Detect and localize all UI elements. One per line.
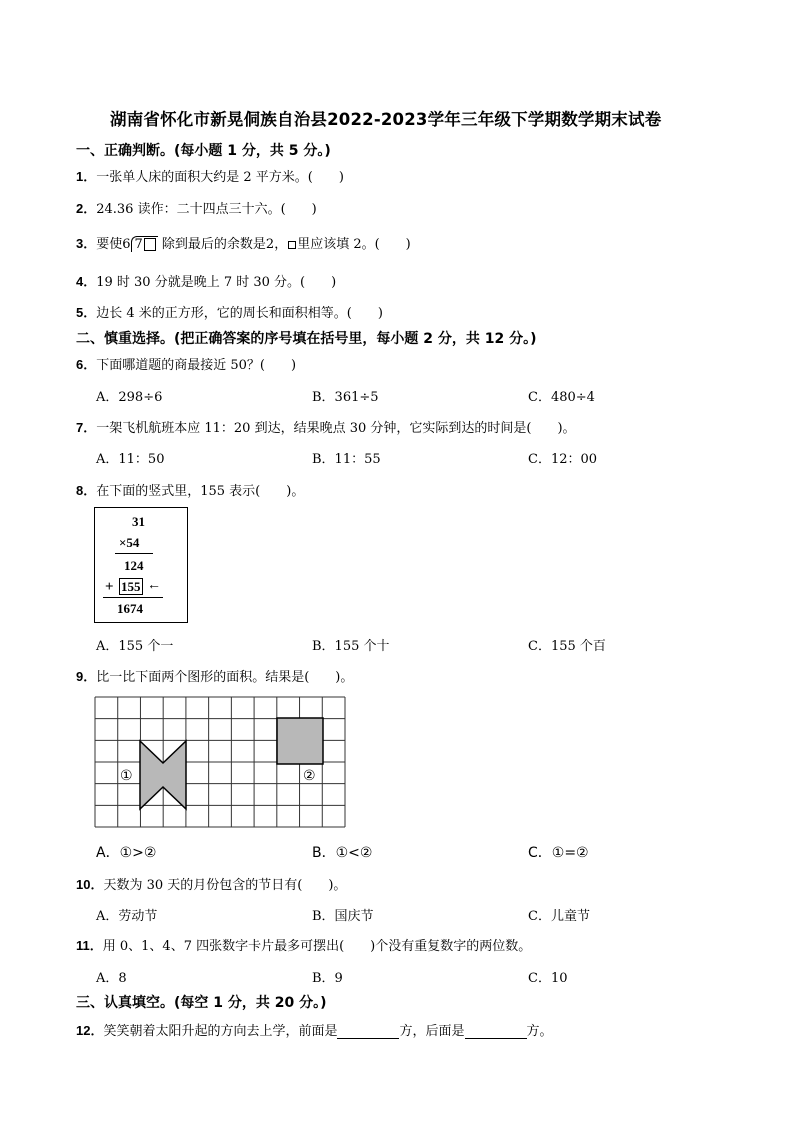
option-a[interactable]: A．298÷6 [96,390,163,405]
area-comparison-grid [94,696,346,828]
question-text: 要使6 [96,237,131,252]
question-text: 方。 [526,1024,553,1039]
shape-1-label: ① [120,768,133,784]
question-5 [76,302,383,321]
question-number: 2． [76,201,97,216]
question-text: 方，后面是 [399,1024,465,1039]
shape-2-label: ② [303,768,316,784]
option-c[interactable]: C．12：00 [528,452,598,467]
option-c[interactable]: C．①=② [528,845,589,861]
option-b[interactable]: B．361÷5 [312,390,379,405]
option-a[interactable]: A．155 个一 [96,639,174,654]
arrow-icon: ← [147,578,161,593]
question-text: 一架飞机航班本应 11：20 到达，结果晚点 30 分钟，它实际到达的时间是( )。 [96,421,576,436]
division-bracket [131,236,158,252]
question-number: 4． [76,274,97,289]
option-c[interactable]: C．儿童节 [528,909,590,924]
question-number: 3． [76,236,97,251]
option-a[interactable]: A．①>② [96,845,157,861]
multiplicand: 31 [132,514,145,529]
option-b[interactable]: B．11：55 [312,452,381,467]
option-a[interactable]: A．劳动节 [96,909,158,924]
option-a[interactable]: A．8 [96,971,127,986]
option-c[interactable]: C．155 个百 [528,639,606,654]
question-text: 一张单人床的面积大约是 2 平方米。( ) [96,170,344,185]
question-text: 天数为 30 天的月份包含的节日有( )。 [103,878,347,893]
plus-sign: + [105,579,114,595]
question-text: 里应该填 2。( ) [297,237,411,252]
question-1 [76,166,344,185]
question-4 [76,271,336,290]
question-3 [76,233,411,252]
question-text: 边长 4 米的正方形，它的周长和面积相等。( ) [96,306,383,321]
blank-box [144,238,156,251]
question-8 [76,480,304,499]
question-10 [76,874,346,893]
question-6 [76,354,296,373]
question-number: 11． [76,938,103,953]
question-2 [76,198,317,217]
question-11 [76,935,531,954]
question-number: 10． [76,877,104,892]
product-line [115,553,153,554]
question-text: 除到最后的余数是2， [157,237,288,252]
question-text: 24.36 读作：二十四点三十六。( ) [96,202,317,217]
question-text: 笑笑朝着太阳升起的方向去上学，前面是 [103,1024,338,1039]
question-7 [76,417,576,436]
vertical-multiplication-figure [94,507,188,623]
section-heading-3: 三、认真填空。(每空 1 分，共 20 分。) [76,995,327,1011]
question-text: 用 0、1、4、7 四张数字卡片最多可摆出( )个没有重复数字的两位数。 [102,939,532,954]
section-heading-1: 一、正确判断。(每小题 1 分，共 5 分。) [76,143,331,159]
question-9 [76,666,353,685]
question-number: 8． [76,483,97,498]
blank-box-small [288,241,296,249]
option-b[interactable]: B．155 个十 [312,639,390,654]
question-12 [76,1020,553,1039]
question-number: 1． [76,169,97,184]
question-number: 6． [76,357,97,372]
question-text: 下面哪道题的商最接近 50？( ) [96,358,297,373]
section-heading-2: 二、慎重选择。(把正确答案的序号填在括号里，每小题 2 分，共 12 分。) [76,331,537,347]
question-number: 7． [76,420,97,435]
option-a[interactable]: A．11：50 [96,452,165,467]
question-number: 12． [76,1023,104,1038]
option-b[interactable]: B．国庆节 [312,909,374,924]
option-b[interactable]: B．9 [312,971,343,986]
question-text: 比一比下面两个图形的面积。结果是( )。 [96,670,354,685]
question-number: 5． [76,305,97,320]
option-c[interactable]: C．10 [528,971,568,986]
option-c[interactable]: C．480÷4 [528,390,595,405]
answer-blank-1[interactable] [337,1024,399,1039]
multiplier: ×54 [119,535,140,550]
square-shape-2 [277,718,323,764]
question-number: 9． [76,669,97,684]
option-b[interactable]: B．①<② [312,845,373,861]
partial-product-1: 124 [124,558,144,573]
question-text: 在下面的竖式里，155 表示( )。 [96,484,305,499]
question-text: 19 时 30 分就是晚上 7 时 30 分。( ) [96,275,337,290]
page-title: 湖南省怀化市新晃侗族自治县2022-2023学年三年级下学期数学期末试卷 [110,110,662,129]
final-product: 1674 [117,601,143,616]
answer-blank-2[interactable] [465,1024,527,1039]
sum-line [103,597,163,598]
division-digit: 7 [134,237,143,252]
partial-product-2-boxed: 155 [121,579,141,594]
